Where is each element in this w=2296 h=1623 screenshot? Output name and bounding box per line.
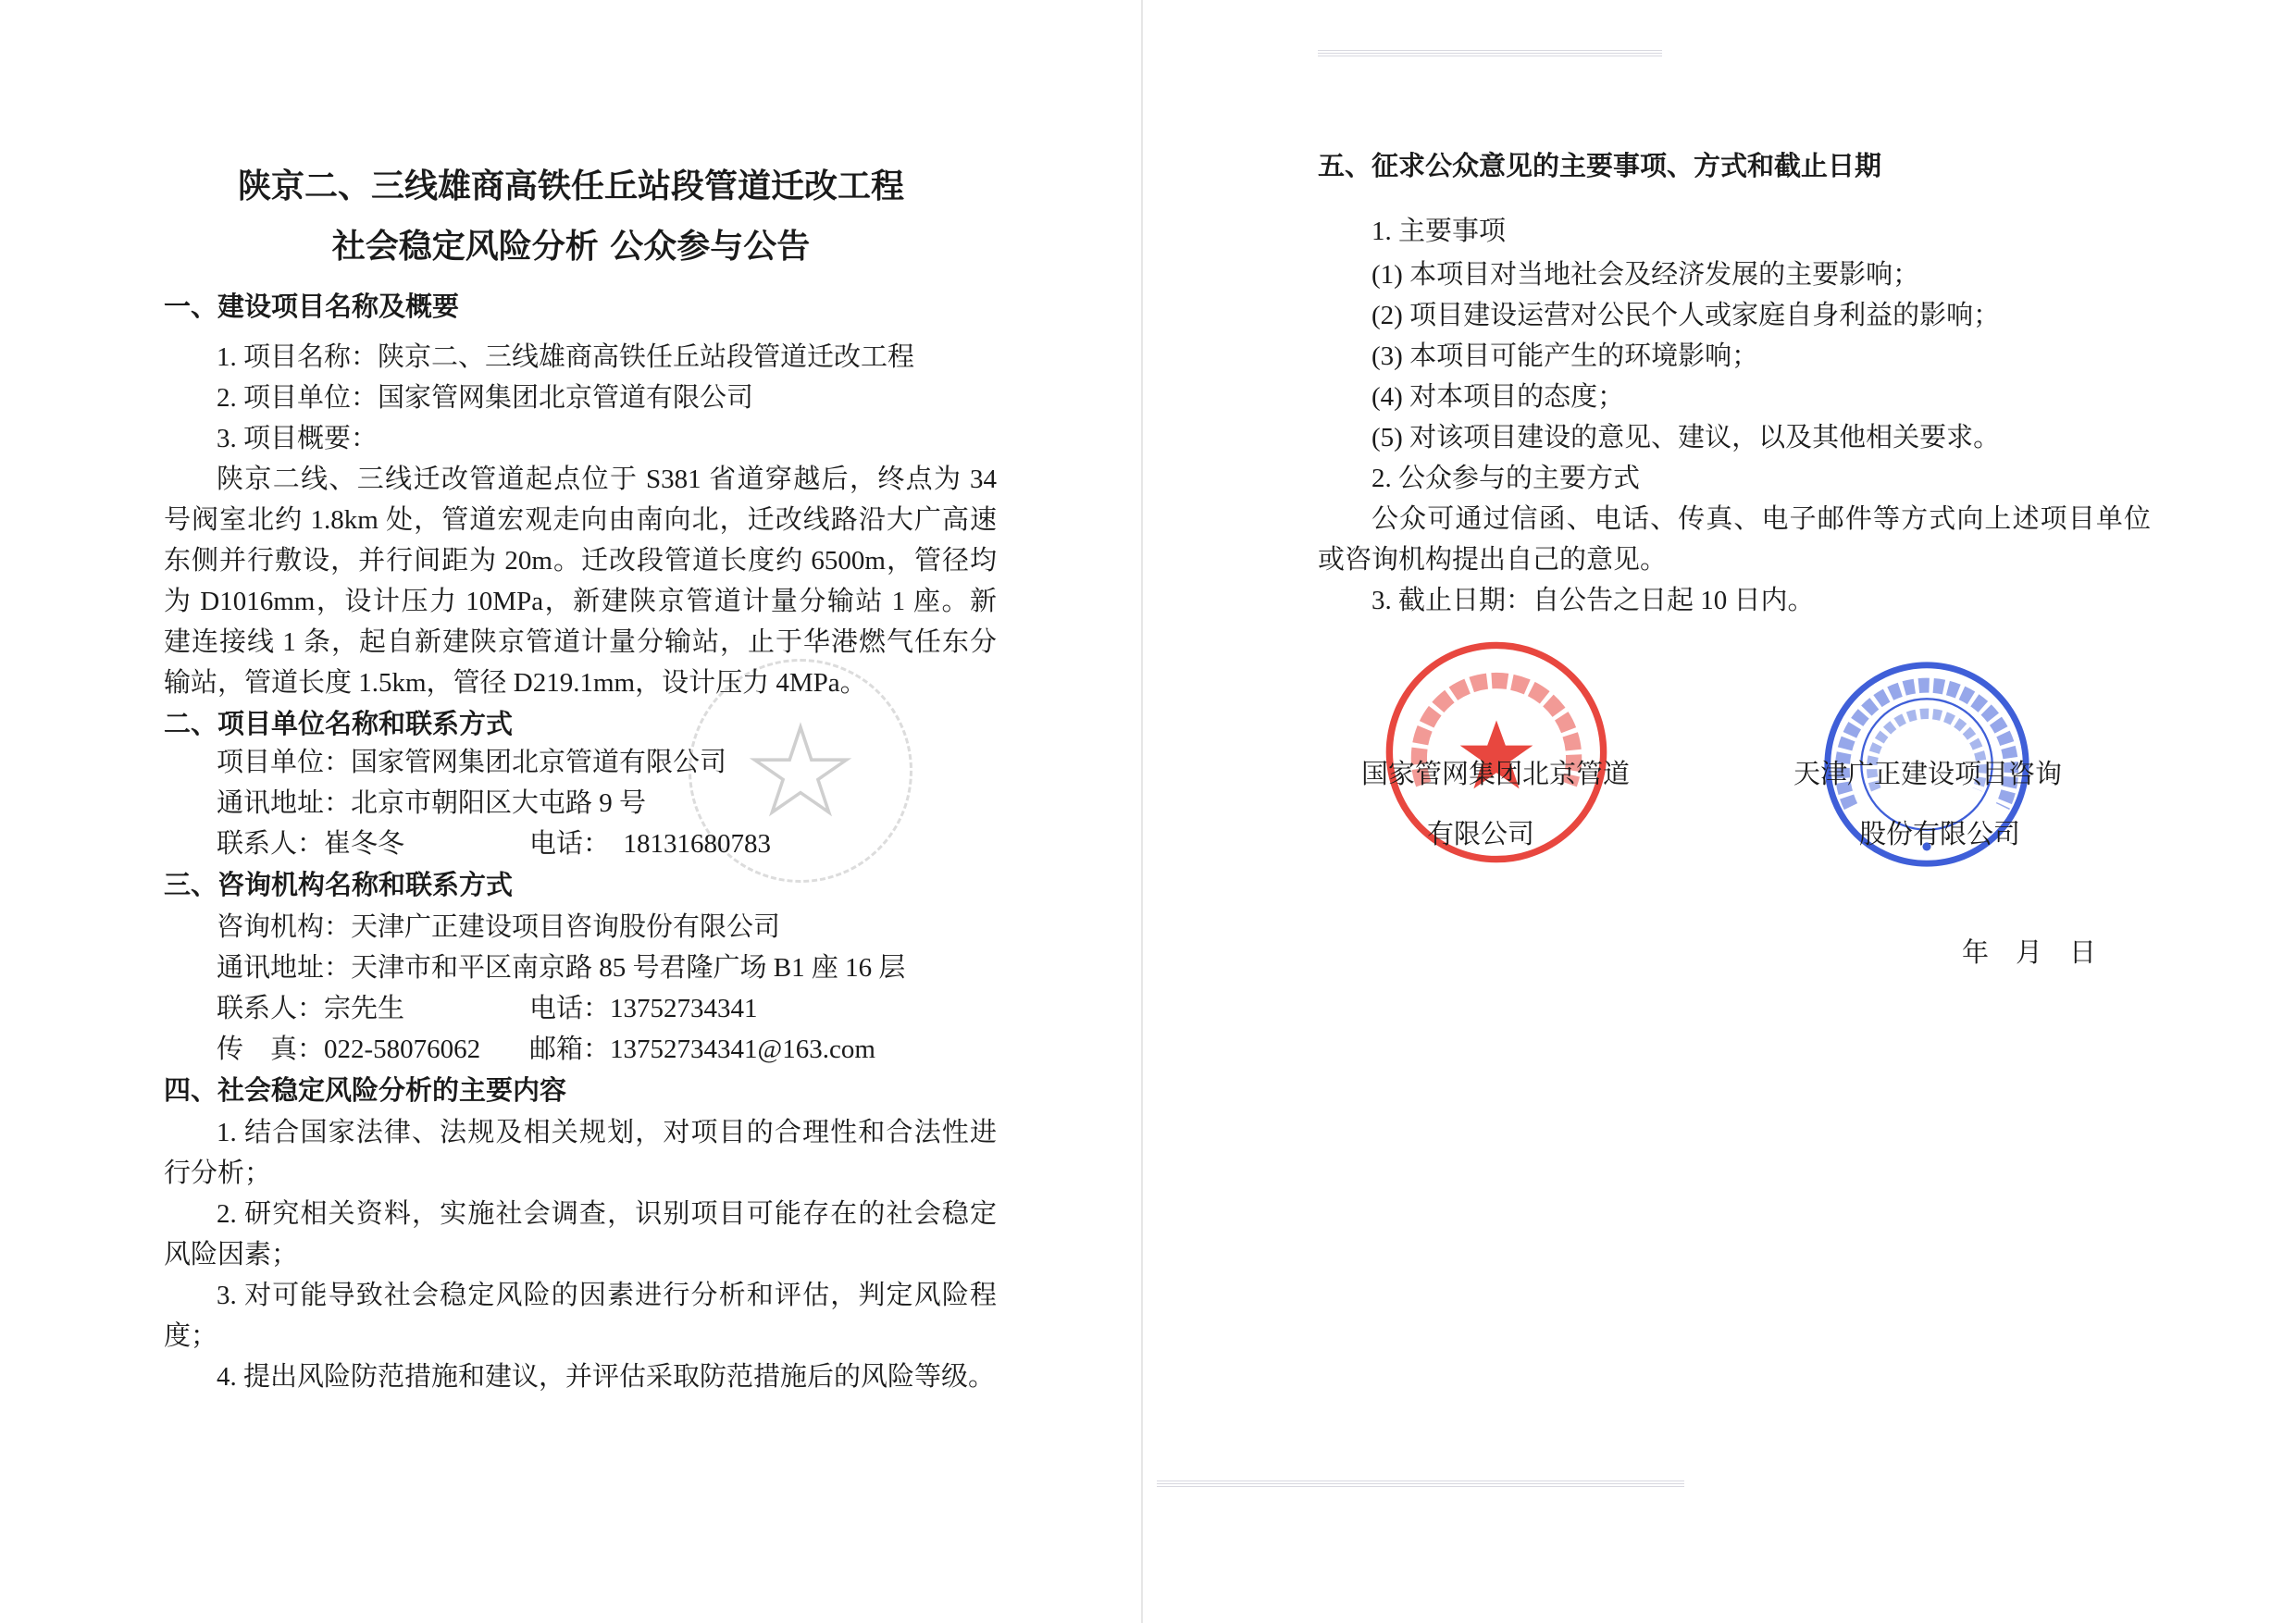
signature-org1-line1: 国家管网集团北京管道 — [1361, 760, 1631, 789]
s2-address: 通讯地址：北京市朝阳区大屯路 9 号 — [217, 788, 647, 818]
s2-phone: 电话： 18131680783 — [529, 829, 772, 859]
right-page-body — [1318, 149, 2151, 625]
r-sub1: 1. 主要事项 — [1371, 217, 1507, 246]
overview-line: 陕京二线、三线迁改管道起点位于 S381 省道穿越后，终点为 34 — [217, 465, 997, 494]
project-unit: 2. 项目单位：国家管网集团北京管道有限公司 — [217, 383, 754, 413]
project-overview-label: 3. 项目概要： — [217, 424, 379, 453]
s2-contact: 联系人：崔冬冬 — [217, 829, 405, 859]
section2-heading: 二、项目单位名称和联系方式 — [164, 708, 514, 739]
s3-email: 邮箱：13752734341@163.com — [529, 1035, 875, 1064]
r-method: 公众可通过信函、电话、传真、电子邮件等方式向上述项目单位 — [1371, 504, 2151, 534]
signature-org2-line2: 股份有限公司 — [1859, 820, 2021, 849]
s4-line: 1. 结合国家法律、法规及相关规划，对项目的合理性和合法性进 — [217, 1118, 997, 1147]
doc-title-line1: 陕京二、三线雄商高铁任丘站段管道迁改工程 — [237, 167, 904, 205]
r-item: (5) 对该项目建设的意见、建议，以及其他相关要求。 — [1371, 423, 2001, 452]
s3-contact-row — [217, 992, 997, 1025]
section4-heading: 四、社会稳定风险分析的主要内容 — [164, 1074, 567, 1106]
scan-line — [1157, 1481, 1684, 1488]
s4-line: 4. 提出风险防范措施和建议，并评估采取防范措施后的风险等级。 — [217, 1362, 996, 1392]
r-sub2: 2. 公众参与的主要方式 — [1371, 464, 1641, 493]
signature-org1-line2: 有限公司 — [1427, 820, 1535, 849]
overview-line: 为 D1016mm，设计压力 10MPa，新建陕京管道计量分输站 1 座。新 — [164, 587, 997, 616]
s4-line: 行分析； — [164, 1158, 272, 1188]
s4-line: 风险因素； — [164, 1240, 299, 1270]
s4-line: 3. 对可能导致社会稳定风险的因素进行分析和评估，判定风险程 — [217, 1281, 997, 1310]
overview-line: 输站，管道长度 1.5km，管径 D219.1mm，设计压力 4MPa。 — [164, 668, 867, 698]
left-page-body — [164, 290, 997, 1401]
s3-contact: 联系人：宗先生 — [217, 994, 405, 1023]
s3-address: 通讯地址：天津市和平区南京路 85 号君隆广场 B1 座 16 层 — [217, 953, 906, 983]
r-item: (1) 本项目对当地社会及经济发展的主要影响； — [1371, 260, 1920, 290]
overview-line: 东侧并行敷设，并行间距为 20m。迁改段管道长度约 6500m，管径均 — [164, 546, 997, 576]
r-method: 或咨询机构提出自己的意见。 — [1318, 545, 1668, 575]
r-item: (3) 本项目可能产生的环境影响； — [1371, 341, 1759, 371]
doc-title-line2: 社会稳定风险分析 公众参与公告 — [331, 228, 811, 266]
s3-fax: 传 真：022-58076062 — [217, 1035, 481, 1064]
overview-line: 建连接线 1 条，起自新建陕京管道计量分输站，止于华港燃气任东分 — [164, 627, 997, 657]
s2-unit: 项目单位：国家管网集团北京管道有限公司 — [217, 748, 727, 777]
s3-phone: 电话：13752734341 — [529, 994, 758, 1023]
r-item: (2) 项目建设运营对公民个人或家庭自身利益的影响； — [1371, 301, 2001, 330]
r-item: (4) 对本项目的态度； — [1371, 382, 1625, 412]
overview-line: 号阀室北约 1.8km 处，管道宏观走向由南向北，迁改线路沿大广高速 — [164, 505, 997, 535]
s4-line: 度； — [164, 1321, 218, 1351]
s2-contact-row — [217, 827, 997, 861]
section3-heading: 三、咨询机构名称和联系方式 — [164, 869, 514, 900]
r-sub3: 3. 截止日期：自公告之日起 10 日内。 — [1371, 586, 1815, 615]
s3-org: 咨询机构：天津广正建设项目咨询股份有限公司 — [217, 912, 781, 942]
section1-heading: 一、建设项目名称及概要 — [164, 291, 460, 322]
date-line: 年 月 日 — [1962, 938, 2097, 968]
s3-fax-row — [217, 1033, 997, 1066]
s4-line: 2. 研究相关资料，实施社会调查，识别项目可能存在的社会稳定 — [217, 1199, 997, 1229]
signature-org2-line1: 天津广正建设项目咨询 — [1793, 760, 2063, 789]
project-name: 1. 项目名称：陕京二、三线雄商高铁任丘站段管道迁改工程 — [217, 342, 915, 372]
scan-line — [1318, 50, 1662, 57]
section5-heading: 五、征求公众意见的主要事项、方式和截止日期 — [1318, 150, 1882, 181]
